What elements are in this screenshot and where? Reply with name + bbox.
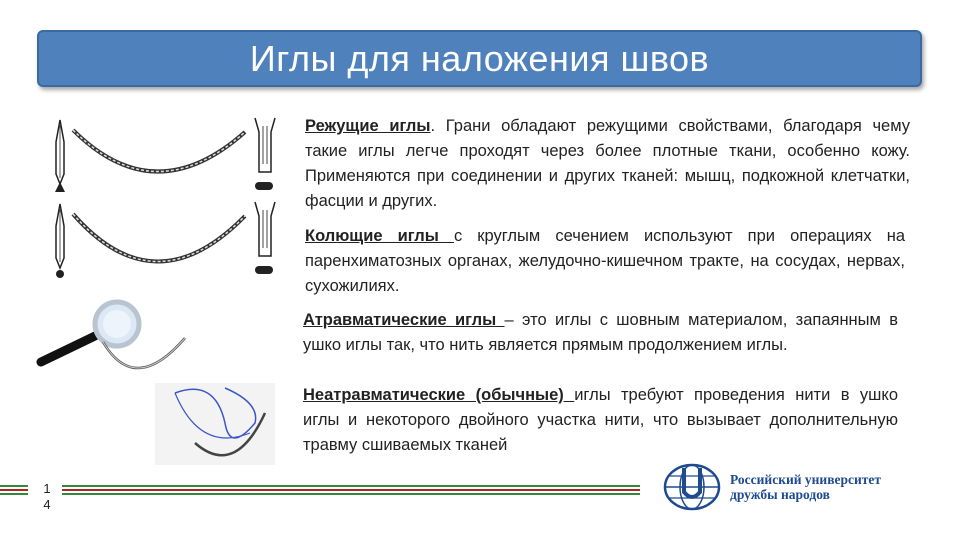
term-regular: Неатравматические (обычные) bbox=[303, 386, 575, 404]
page-title: Иглы для наложения швов bbox=[249, 37, 710, 79]
atraumatic-needles-paragraph bbox=[303, 308, 898, 358]
piercing-needle-illustration bbox=[45, 198, 285, 280]
desc-cutting: . Грани обладают режущими свойствами, благодаря чему такие иглы легче проходят через более плотные ткани, особенно кожу. Применяются при соединении и других тканей: мышц, подкожной клетчатки, фасции и других. bbox=[305, 117, 910, 210]
piercing-needles-paragraph bbox=[305, 224, 905, 299]
title-bar bbox=[37, 30, 922, 87]
regular-needles-paragraph bbox=[303, 383, 898, 458]
university-name: Российский университет дружбы народов bbox=[730, 472, 882, 502]
page-number: 1 4 bbox=[43, 481, 51, 512]
bottom-stripe-divider bbox=[0, 483, 640, 499]
cutting-needle-illustration bbox=[45, 112, 285, 194]
desc-piercing: с круглым сечением используют при операциях на паренхиматозных органах, желудочно-кишечном тракте, на сосудах, нервах, сухожилиях. bbox=[305, 227, 905, 295]
regular-needle-illustration bbox=[155, 383, 275, 465]
desc-regular: иглы требуют проведения нити в ушко иглы и некоторого двойного участка нити, что вызывает дополнительную травму сшиваемых тканей bbox=[303, 386, 898, 454]
university-logo-icon bbox=[662, 462, 722, 512]
term-cutting: Режущие иглы bbox=[305, 117, 431, 135]
desc-atraumatic: – это иглы с шовным материалом, запаянным в ушко иглы так, что нить является прямым продолжением иглы. bbox=[303, 311, 898, 354]
term-piercing: Колющие иглы bbox=[305, 227, 454, 245]
atraumatic-needle-illustration bbox=[35, 296, 195, 386]
cutting-needles-paragraph bbox=[305, 114, 910, 214]
term-atraumatic: Атравматические иглы bbox=[303, 311, 505, 329]
